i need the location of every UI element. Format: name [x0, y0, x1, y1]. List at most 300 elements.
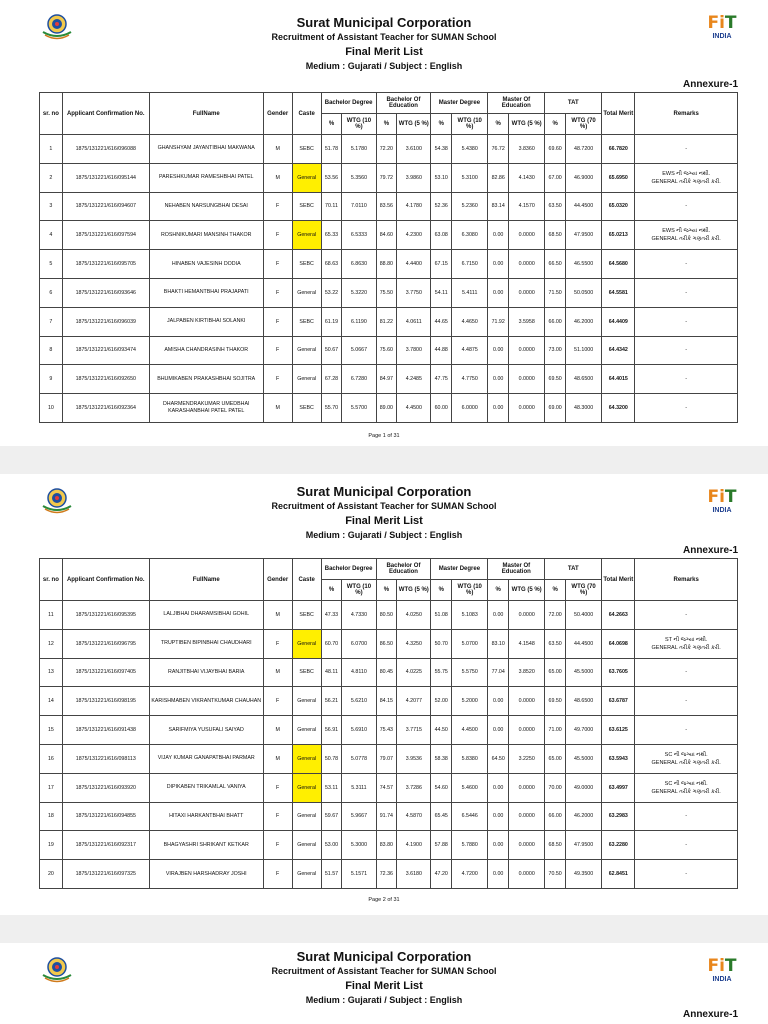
cell-bed-pct: 80.45 — [376, 658, 397, 687]
cell-tat-pct: 65.00 — [545, 658, 566, 687]
cell-med-wtg: 0.0000 — [509, 365, 545, 394]
cell-bed-wtg: 4.2485 — [397, 365, 431, 394]
cell-gender: F — [263, 250, 292, 279]
cell-caste: General — [292, 629, 321, 658]
cell-master-wtg: 4.4875 — [452, 336, 488, 365]
table-row — [40, 192, 738, 221]
table-row — [40, 601, 738, 630]
cell-med-wtg: 4.1430 — [509, 163, 545, 192]
remark-line: - — [685, 376, 688, 383]
cell-bed-pct: 84.15 — [376, 687, 397, 716]
cell-caste: General — [292, 802, 321, 831]
cell-bachelor-pct: 48.11 — [321, 658, 342, 687]
cell-fullname: AMISHA CHANDRASINH THAKOR — [149, 336, 263, 365]
remark-line: - — [685, 813, 688, 820]
cell-bachelor-wtg: 5.6910 — [342, 716, 376, 745]
cell-med-wtg: 0.0000 — [509, 250, 545, 279]
table-row — [40, 163, 738, 192]
col-applicant: Applicant Confirmation No. — [62, 559, 149, 601]
cell-caste: SEBC — [292, 250, 321, 279]
cell-bed-pct: 88.80 — [376, 250, 397, 279]
cell-total-merit: 66.7820 — [602, 135, 635, 164]
cell-bachelor-wtg: 6.5333 — [342, 221, 376, 250]
cell-bachelor-wtg: 6.7280 — [342, 365, 376, 394]
cell-tat-pct: 72.00 — [545, 601, 566, 630]
cell-master-wtg: 5.8380 — [452, 744, 488, 773]
remark-line: - — [685, 145, 688, 152]
col-gender: Gender — [263, 93, 292, 135]
cell-fullname: BHAKTI HEMANTBHAI PRAJAPATI — [149, 278, 263, 307]
cell-sr: 19 — [40, 831, 63, 860]
cell-gender: M — [263, 135, 292, 164]
cell-bachelor-wtg: 5.9667 — [342, 802, 376, 831]
remark-line: - — [685, 289, 688, 296]
cell-caste: General — [292, 773, 321, 802]
cell-applicant-no: 1875/131221/616/093474 — [62, 336, 149, 365]
cell-med-pct: 0.00 — [488, 716, 509, 745]
cell-bachelor-pct: 53.22 — [321, 278, 342, 307]
cell-master-wtg: 5.0700 — [452, 629, 488, 658]
cell-total-merit: 63.4997 — [602, 773, 635, 802]
cell-med-wtg: 0.0000 — [509, 601, 545, 630]
cell-tat-pct: 70.50 — [545, 860, 566, 889]
cell-caste: General — [292, 860, 321, 889]
cell-bed-wtg: 4.0225 — [397, 658, 431, 687]
cell-fullname: DIPIKABEN TRIKAMLAL VANIYA — [149, 773, 263, 802]
cell-tat-pct: 69.50 — [545, 687, 566, 716]
org-title: Surat Municipal Corporation — [296, 484, 472, 499]
cell-bachelor-wtg: 5.3220 — [342, 278, 376, 307]
cell-tat-wtg: 48.6500 — [565, 365, 601, 394]
cell-tat-pct: 68.50 — [545, 831, 566, 860]
cell-bachelor-pct: 55.70 — [321, 394, 342, 423]
cell-fullname: DHARMENDRAKUMAR UMEDBHAI KARASHANBHAI PATEL PATEL — [149, 394, 263, 423]
cell-bachelor-pct: 47.33 — [321, 601, 342, 630]
col-gender: Gender — [263, 559, 292, 601]
cell-caste: General — [292, 687, 321, 716]
cell-remarks — [635, 365, 738, 394]
cell-gender: M — [263, 601, 292, 630]
cell-bed-wtg: 4.2300 — [397, 221, 431, 250]
cell-gender: F — [263, 365, 292, 394]
list-title: Final Merit List — [345, 515, 423, 527]
org-title: Surat Municipal Corporation — [296, 949, 472, 964]
remark-line: - — [685, 698, 688, 705]
table-row — [40, 658, 738, 687]
cell-med-pct: 0.00 — [488, 687, 509, 716]
col-pct: % — [545, 580, 566, 601]
cell-bed-wtg: 4.4400 — [397, 250, 431, 279]
cell-master-wtg: 5.4380 — [452, 135, 488, 164]
cell-gender: F — [263, 629, 292, 658]
cell-bed-pct: 84.60 — [376, 221, 397, 250]
cell-master-wtg: 5.4600 — [452, 773, 488, 802]
cell-med-wtg: 0.0000 — [509, 278, 545, 307]
table-row — [40, 716, 738, 745]
cell-remarks — [635, 221, 738, 250]
cell-med-wtg: 3.8360 — [509, 135, 545, 164]
cell-bed-wtg: 4.4500 — [397, 394, 431, 423]
table-row — [40, 744, 738, 773]
cell-tat-wtg: 45.5000 — [565, 658, 601, 687]
remark-line: - — [685, 871, 688, 878]
cell-master-wtg: 4.7750 — [452, 365, 488, 394]
cell-caste: General — [292, 163, 321, 192]
cell-applicant-no: 1875/131221/616/091438 — [62, 716, 149, 745]
cell-bed-wtg: 3.7715 — [397, 716, 431, 745]
cell-fullname: RANJITBHAI VIJAYBHAI BARIA — [149, 658, 263, 687]
cell-master-wtg: 5.2360 — [452, 192, 488, 221]
cell-master-pct: 60.00 — [431, 394, 452, 423]
table-row — [40, 687, 738, 716]
cell-applicant-no: 1875/131221/616/094607 — [62, 192, 149, 221]
cell-master-pct: 55.75 — [431, 658, 452, 687]
cell-applicant-no: 1875/131221/616/093920 — [62, 773, 149, 802]
cell-applicant-no: 1875/131221/616/098113 — [62, 744, 149, 773]
cell-sr: 18 — [40, 802, 63, 831]
col-pct: % — [376, 580, 397, 601]
cell-sr: 14 — [40, 687, 63, 716]
cell-caste: SEBC — [292, 601, 321, 630]
cell-med-pct: 0.00 — [488, 278, 509, 307]
col-pct: % — [431, 580, 452, 601]
cell-tat-wtg: 50.4000 — [565, 601, 601, 630]
cell-tat-wtg: 50.0500 — [565, 278, 601, 307]
cell-remarks — [635, 716, 738, 745]
cell-tat-wtg: 46.2000 — [565, 307, 601, 336]
cell-applicant-no: 1875/131221/616/096795 — [62, 629, 149, 658]
cell-tat-wtg: 46.5500 — [565, 250, 601, 279]
table-row — [40, 307, 738, 336]
cell-tat-wtg: 49.3500 — [565, 860, 601, 889]
cell-master-wtg: 4.4500 — [452, 716, 488, 745]
org-title: Surat Municipal Corporation — [296, 15, 472, 30]
cell-fullname: ROSHNIKUMARI MANSINH THAKOR — [149, 221, 263, 250]
cell-bed-pct: 79.07 — [376, 744, 397, 773]
cell-bachelor-wtg: 5.3111 — [342, 773, 376, 802]
cell-total-merit: 64.4342 — [602, 336, 635, 365]
col-total: Total Merit — [602, 93, 635, 135]
cell-caste: General — [292, 221, 321, 250]
col-pct: % — [321, 114, 342, 135]
cell-tat-pct: 67.00 — [545, 163, 566, 192]
table-row — [40, 336, 738, 365]
cell-med-wtg: 0.0000 — [509, 221, 545, 250]
recruitment-title: Recruitment of Assistant Teacher for SUMAN School — [271, 966, 497, 976]
page-separator — [0, 915, 768, 943]
recruitment-title: Recruitment of Assistant Teacher for SUMAN School — [271, 32, 497, 42]
cell-bed-wtg: 4.2077 — [397, 687, 431, 716]
cell-gender: F — [263, 278, 292, 307]
cell-total-merit: 63.7605 — [602, 658, 635, 687]
cell-total-merit: 64.0698 — [602, 629, 635, 658]
cell-master-pct: 47.75 — [431, 365, 452, 394]
col-wtg: WTG (5 %) — [397, 580, 431, 601]
cell-remarks — [635, 658, 738, 687]
cell-bed-pct: 81.22 — [376, 307, 397, 336]
cell-bachelor-pct: 51.57 — [321, 860, 342, 889]
table-row — [40, 135, 738, 164]
col-sr: sr. no — [40, 93, 63, 135]
cell-sr: 13 — [40, 658, 63, 687]
cell-sr: 8 — [40, 336, 63, 365]
cell-total-merit: 64.3200 — [602, 394, 635, 423]
cell-bachelor-pct: 65.33 — [321, 221, 342, 250]
cell-sr: 10 — [40, 394, 63, 423]
cell-bed-wtg: 4.0250 — [397, 601, 431, 630]
cell-total-merit: 63.6787 — [602, 687, 635, 716]
document-page-2 — [0, 474, 768, 915]
cell-med-pct: 0.00 — [488, 336, 509, 365]
table-row — [40, 250, 738, 279]
cell-med-pct: 0.00 — [488, 802, 509, 831]
cell-fullname: LALJIBHAI DHARAMSIBHAI GOHIL — [149, 601, 263, 630]
cell-fullname: KARISHMABEN VIKRANTKUMAR CHAUHAN — [149, 687, 263, 716]
cell-med-pct: 0.00 — [488, 601, 509, 630]
cell-bachelor-pct: 50.78 — [321, 744, 342, 773]
list-title: Final Merit List — [345, 980, 423, 992]
cell-master-wtg: 6.7150 — [452, 250, 488, 279]
col-total: Total Merit — [602, 559, 635, 601]
cell-remarks — [635, 307, 738, 336]
col-tat: TAT — [545, 559, 602, 580]
cell-med-wtg: 0.0000 — [509, 831, 545, 860]
table-row — [40, 831, 738, 860]
cell-fullname: GHANSHYAM JAYANTIBHAI MAKWANA — [149, 135, 263, 164]
cell-total-merit: 65.0213 — [602, 221, 635, 250]
cell-tat-pct: 63.50 — [545, 629, 566, 658]
table-row — [40, 802, 738, 831]
cell-med-pct: 83.14 — [488, 192, 509, 221]
col-pct: % — [488, 114, 509, 135]
cell-applicant-no: 1875/131221/616/094855 — [62, 802, 149, 831]
cell-master-wtg: 4.7200 — [452, 860, 488, 889]
remark-line: - — [685, 261, 688, 268]
cell-tat-wtg: 44.4500 — [565, 629, 601, 658]
cell-bachelor-wtg: 6.1190 — [342, 307, 376, 336]
cell-bachelor-wtg: 5.0667 — [342, 336, 376, 365]
col-pct: % — [431, 114, 452, 135]
cell-tat-pct: 69.00 — [545, 394, 566, 423]
cell-med-wtg: 4.1548 — [509, 629, 545, 658]
cell-master-pct: 44.50 — [431, 716, 452, 745]
cell-med-wtg: 0.0000 — [509, 394, 545, 423]
table-row — [40, 860, 738, 889]
annexure-label: Annexure-1 — [682, 545, 738, 556]
col-wtg: WTG (5 %) — [509, 580, 545, 601]
cell-total-merit: 65.6950 — [602, 163, 635, 192]
cell-bed-pct: 75.43 — [376, 716, 397, 745]
cell-bed-wtg: 4.1780 — [397, 192, 431, 221]
cell-med-pct: 71.92 — [488, 307, 509, 336]
cell-bed-pct: 79.72 — [376, 163, 397, 192]
cell-bachelor-pct: 60.70 — [321, 629, 342, 658]
col-wtg: WTG (5 %) — [397, 114, 431, 135]
cell-bed-wtg: 3.9536 — [397, 744, 431, 773]
medium-subject: Medium : Gujarati / Subject : English — [305, 530, 463, 540]
remark-line: - — [685, 405, 688, 412]
cell-bed-wtg: 3.6100 — [397, 135, 431, 164]
cell-applicant-no: 1875/131221/616/092650 — [62, 365, 149, 394]
cell-remarks — [635, 394, 738, 423]
cell-bed-wtg: 3.7750 — [397, 278, 431, 307]
cell-bed-wtg: 4.3250 — [397, 629, 431, 658]
cell-remarks — [635, 773, 738, 802]
table-row — [40, 629, 738, 658]
cell-bed-wtg: 3.7286 — [397, 773, 431, 802]
cell-total-merit: 64.5581 — [602, 278, 635, 307]
cell-caste: SEBC — [292, 394, 321, 423]
cell-gender: F — [263, 336, 292, 365]
remark-line: - — [685, 347, 688, 354]
cell-bed-pct: 72.20 — [376, 135, 397, 164]
remark-line: - — [685, 203, 688, 210]
cell-master-pct: 67.15 — [431, 250, 452, 279]
cell-sr: 15 — [40, 716, 63, 745]
cell-applicant-no: 1875/131221/616/097325 — [62, 860, 149, 889]
cell-caste: General — [292, 831, 321, 860]
cell-master-pct: 54.60 — [431, 773, 452, 802]
cell-caste: General — [292, 278, 321, 307]
cell-sr: 16 — [40, 744, 63, 773]
cell-bed-pct: 91.74 — [376, 802, 397, 831]
cell-tat-wtg: 49.7000 — [565, 716, 601, 745]
col-wtg: WTG (5 %) — [509, 114, 545, 135]
cell-med-pct: 0.00 — [488, 860, 509, 889]
cell-bed-pct: 75.50 — [376, 278, 397, 307]
remark-line: GENERAL તરીકે ગણતરી કરી. — [651, 644, 721, 651]
cell-med-pct: 0.00 — [488, 221, 509, 250]
cell-total-merit: 63.5943 — [602, 744, 635, 773]
cell-applicant-no: 1875/131221/616/095144 — [62, 163, 149, 192]
cell-caste: General — [292, 336, 321, 365]
col-bachelor: Bachelor Degree — [321, 93, 376, 114]
cell-tat-pct: 66.00 — [545, 802, 566, 831]
cell-bachelor-wtg: 4.7330 — [342, 601, 376, 630]
cell-applicant-no: 1875/131221/616/095395 — [62, 601, 149, 630]
cell-bachelor-wtg: 6.0700 — [342, 629, 376, 658]
cell-master-pct: 51.08 — [431, 601, 452, 630]
col-med: Master Of Education — [488, 559, 545, 580]
remark-line: GENERAL તરીકે ગણતરી કરી. — [651, 788, 721, 795]
cell-bachelor-pct: 50.67 — [321, 336, 342, 365]
remark-line: - — [685, 727, 688, 734]
cell-bachelor-wtg: 6.8630 — [342, 250, 376, 279]
col-wtg: WTG (10 %) — [452, 580, 488, 601]
cell-tat-wtg: 48.3000 — [565, 394, 601, 423]
cell-bed-pct: 83.80 — [376, 831, 397, 860]
col-wtg: WTG (70 %) — [565, 114, 601, 135]
cell-applicant-no: 1875/131221/616/098195 — [62, 687, 149, 716]
cell-master-pct: 44.88 — [431, 336, 452, 365]
cell-sr: 12 — [40, 629, 63, 658]
cell-bachelor-wtg: 5.6210 — [342, 687, 376, 716]
cell-tat-pct: 73.00 — [545, 336, 566, 365]
cell-med-pct: 64.50 — [488, 744, 509, 773]
merit-table — [39, 558, 738, 889]
table-row — [40, 221, 738, 250]
cell-tat-pct: 66.00 — [545, 307, 566, 336]
cell-fullname: SARIFMIYA YUSUFALI SAIYAD — [149, 716, 263, 745]
col-wtg: WTG (10 %) — [342, 580, 376, 601]
cell-med-wtg: 0.0000 — [509, 687, 545, 716]
cell-gender: F — [263, 773, 292, 802]
cell-bed-wtg: 4.1900 — [397, 831, 431, 860]
cell-total-merit: 63.6125 — [602, 716, 635, 745]
cell-caste: SEBC — [292, 658, 321, 687]
cell-master-wtg: 6.3080 — [452, 221, 488, 250]
cell-med-wtg: 0.0000 — [509, 802, 545, 831]
cell-tat-wtg: 45.5000 — [565, 744, 601, 773]
cell-bachelor-pct: 68.63 — [321, 250, 342, 279]
remark-line: EWS ની જગ્યા નથી. — [662, 228, 711, 235]
cell-bachelor-pct: 53.11 — [321, 773, 342, 802]
cell-master-wtg: 4.4650 — [452, 307, 488, 336]
cell-master-wtg: 5.2000 — [452, 687, 488, 716]
remark-line: GENERAL તરીકે ગણતરી કરી. — [651, 178, 721, 185]
cell-gender: M — [263, 163, 292, 192]
col-pct: % — [545, 114, 566, 135]
col-bed: Bachelor Of Education — [376, 559, 431, 580]
cell-master-wtg: 5.1083 — [452, 601, 488, 630]
cell-med-pct: 0.00 — [488, 394, 509, 423]
cell-med-pct: 76.72 — [488, 135, 509, 164]
col-wtg: WTG (10 %) — [342, 114, 376, 135]
cell-sr: 17 — [40, 773, 63, 802]
cell-bachelor-pct: 51.78 — [321, 135, 342, 164]
cell-bachelor-wtg: 5.1780 — [342, 135, 376, 164]
cell-fullname: PARESHKUMAR RAMESHBHAI PATEL — [149, 163, 263, 192]
cell-remarks — [635, 802, 738, 831]
cell-applicant-no: 1875/131221/616/096088 — [62, 135, 149, 164]
cell-master-wtg: 6.0000 — [452, 394, 488, 423]
cell-total-merit: 63.2983 — [602, 802, 635, 831]
annexure-label: Annexure-1 — [682, 1009, 738, 1020]
cell-med-wtg: 3.2250 — [509, 744, 545, 773]
cell-bachelor-pct: 61.19 — [321, 307, 342, 336]
cell-remarks — [635, 601, 738, 630]
cell-caste: SEBC — [292, 192, 321, 221]
cell-tat-wtg: 48.7200 — [565, 135, 601, 164]
cell-bachelor-wtg: 4.8110 — [342, 658, 376, 687]
cell-master-wtg: 5.3100 — [452, 163, 488, 192]
cell-master-pct: 57.88 — [431, 831, 452, 860]
cell-tat-wtg: 47.9500 — [565, 831, 601, 860]
cell-gender: F — [263, 192, 292, 221]
cell-fullname: VIRAJBEN HARSHADRAY JOSHI — [149, 860, 263, 889]
col-pct: % — [321, 580, 342, 601]
cell-total-merit: 63.2280 — [602, 831, 635, 860]
cell-applicant-no: 1875/131221/616/097405 — [62, 658, 149, 687]
cell-bachelor-wtg: 5.1571 — [342, 860, 376, 889]
remark-line: EWS ની જગ્યા નથી. — [662, 170, 711, 177]
cell-gender: M — [263, 716, 292, 745]
cell-gender: F — [263, 307, 292, 336]
table-row — [40, 773, 738, 802]
cell-bachelor-pct: 67.28 — [321, 365, 342, 394]
remark-line: SC ની જગ્યા નથી. — [664, 751, 708, 758]
cell-remarks — [635, 163, 738, 192]
cell-master-pct: 47.20 — [431, 860, 452, 889]
cell-fullname: VIJAY KUMAR GANAPATBHAI PARMAR — [149, 744, 263, 773]
cell-tat-pct: 66.50 — [545, 250, 566, 279]
cell-tat-pct: 69.60 — [545, 135, 566, 164]
cell-caste: SEBC — [292, 135, 321, 164]
cell-master-pct: 52.00 — [431, 687, 452, 716]
cell-remarks — [635, 250, 738, 279]
medium-subject: Medium : Gujarati / Subject : English — [305, 61, 463, 71]
annexure-label: Annexure-1 — [682, 79, 738, 90]
